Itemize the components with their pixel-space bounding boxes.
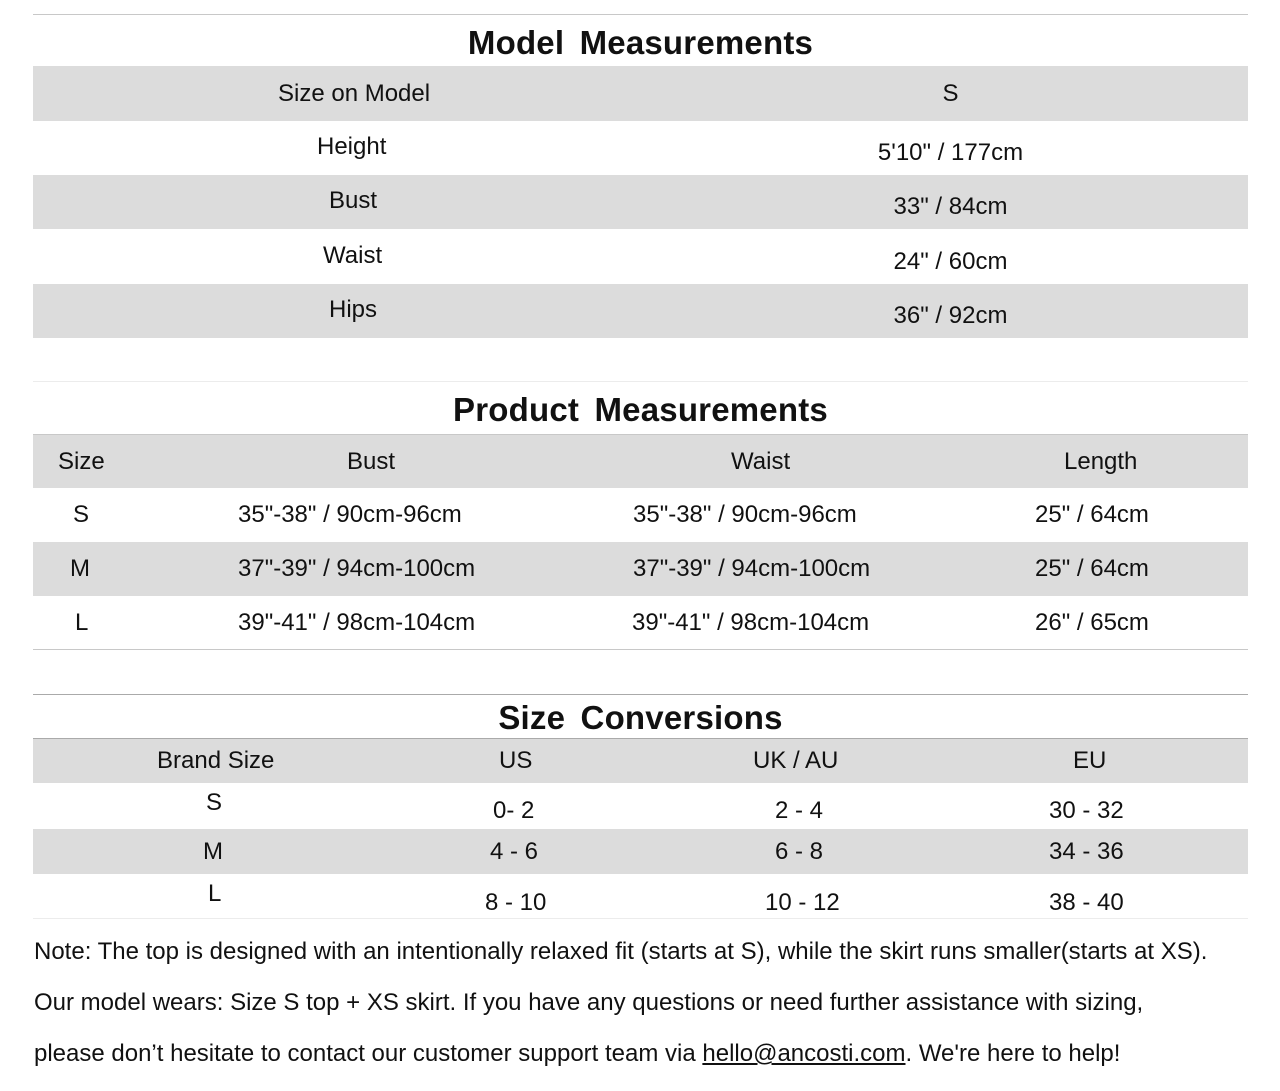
conversions-cell-us: 0- 2	[493, 797, 535, 824]
model-label-height: Height	[317, 133, 387, 160]
product-measurements-table	[33, 435, 1248, 650]
table-row	[33, 596, 1248, 650]
model-value-hips: 36" / 92cm	[673, 284, 1248, 338]
product-cell-bust: 35"-38" / 90cm-96cm	[238, 501, 462, 528]
note-line-1: Note: The top is designed with an intentionally relaxed fit (starts at S), while the skirt runs smaller(starts at XS).	[34, 938, 1208, 965]
product-cell-size: L	[75, 609, 89, 636]
conversions-cell-uk-au: 6 - 8	[635, 829, 965, 874]
conversions-cell-uk-au: 2 - 4	[775, 797, 824, 824]
product-header-size: Size	[33, 435, 129, 488]
conversions-header-brand-size: Brand Size	[33, 739, 395, 783]
note-line-3	[34, 1028, 1274, 1079]
product-header-length: Length	[906, 435, 1248, 488]
conversions-header-us: US	[395, 739, 635, 783]
model-label-bust: Bust	[33, 175, 673, 229]
conversions-bottom-rule	[33, 918, 1248, 919]
table-row	[33, 435, 1248, 488]
size-conversions-table	[33, 739, 1248, 919]
model-label-waist: Waist	[323, 242, 383, 269]
conversions-section-top-rule	[33, 694, 1248, 695]
table-row	[33, 175, 1248, 229]
product-cell-length: 25" / 64cm	[1035, 501, 1149, 528]
conversions-cell-brand: M	[33, 829, 395, 874]
conversions-cell-eu: 34 - 36	[965, 829, 1248, 874]
product-bottom-rule	[33, 649, 1248, 650]
table-row	[33, 874, 1248, 919]
model-value-waist: 24" / 60cm	[893, 248, 1008, 275]
support-email-link[interactable]: hello@ancosti.com	[702, 1040, 906, 1067]
table-row	[33, 284, 1248, 338]
model-measurements-table	[33, 66, 1248, 338]
table-row	[33, 488, 1248, 542]
product-cell-length: 25" / 64cm	[906, 542, 1248, 596]
note-line-3-end: . We're here to help!	[905, 1040, 1121, 1067]
model-section-top-rule	[33, 14, 1248, 15]
conversions-cell-eu: 38 - 40	[1049, 889, 1124, 916]
conversions-cell-brand: S	[206, 789, 223, 816]
conversions-cell-us: 4 - 6	[395, 829, 635, 874]
table-row	[33, 66, 1248, 121]
table-row	[33, 542, 1248, 596]
conversions-cell-brand: L	[208, 880, 222, 907]
product-cell-size: S	[73, 501, 90, 528]
size-conversions-title: Size Conversions	[498, 699, 783, 736]
product-cell-bust: 39"-41" / 98cm-104cm	[238, 609, 476, 636]
product-cell-size: M	[33, 542, 129, 596]
product-header-waist: Waist	[616, 435, 906, 488]
table-row	[33, 783, 1248, 829]
conversions-cell-us: 8 - 10	[485, 889, 547, 916]
sizing-note	[34, 926, 1274, 1079]
conversions-cell-uk-au: 10 - 12	[765, 889, 840, 916]
model-label-size: Size on Model	[33, 66, 673, 121]
product-cell-waist: 37"-39" / 94cm-100cm	[616, 542, 906, 596]
note-line-2: Our model wears: Size S top + XS skirt. If you have any questions or need further assistance with sizing,	[34, 989, 1144, 1016]
model-value-size: S	[673, 66, 1248, 121]
model-value-height: 5'10" / 177cm	[877, 139, 1024, 166]
model-measurements-title: Model Measurements	[467, 24, 814, 61]
product-cell-length: 26" / 65cm	[1035, 609, 1149, 636]
conversions-header-uk-au: UK / AU	[635, 739, 965, 783]
table-row	[33, 121, 1248, 175]
product-section-top-rule	[33, 381, 1248, 382]
table-row	[33, 229, 1248, 284]
table-row	[33, 739, 1248, 783]
conversions-header-eu: EU	[965, 739, 1248, 783]
product-cell-waist: 39"-41" / 98cm-104cm	[632, 609, 870, 636]
model-value-bust: 33" / 84cm	[673, 175, 1248, 229]
model-label-hips: Hips	[33, 284, 673, 338]
product-cell-bust: 37"-39" / 94cm-100cm	[129, 542, 616, 596]
conversions-cell-eu: 30 - 32	[1049, 797, 1124, 824]
product-measurements-title: Product Measurements	[453, 391, 828, 428]
note-line-3-start: please don’t hesitate to contact our customer support team via	[34, 1040, 703, 1067]
table-row	[33, 829, 1248, 874]
product-header-bust: Bust	[129, 435, 616, 488]
product-cell-waist: 35"-38" / 90cm-96cm	[633, 501, 857, 528]
